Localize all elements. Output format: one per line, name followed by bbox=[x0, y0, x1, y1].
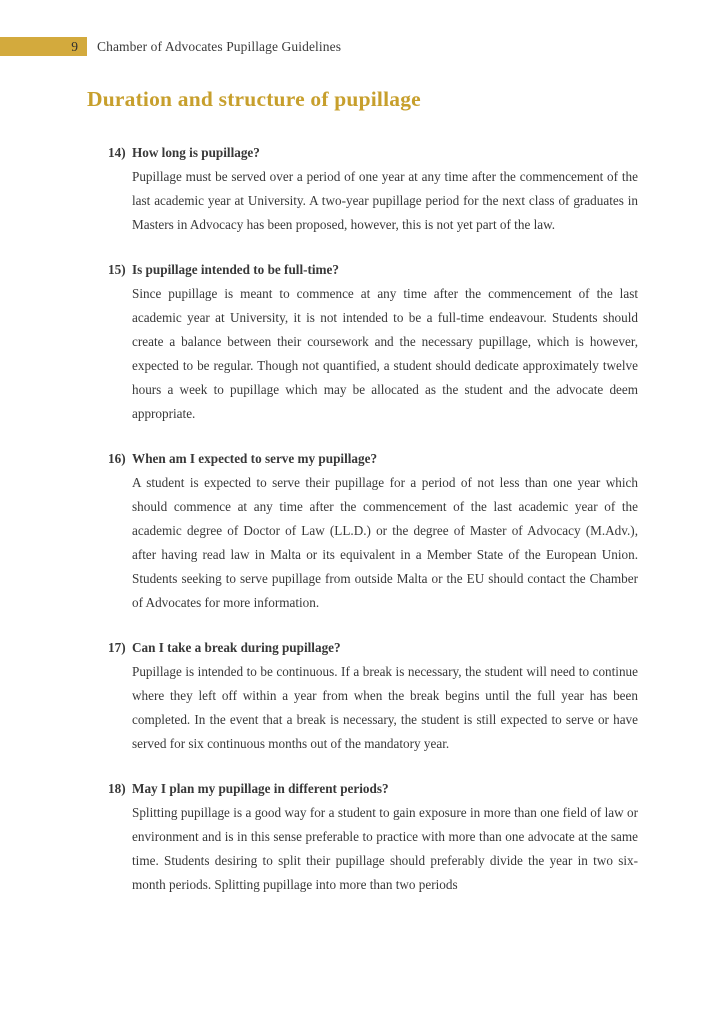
section-title: Duration and structure of pupillage bbox=[87, 87, 421, 111]
qa-item-number: 18) bbox=[108, 781, 126, 796]
qa-question: May I plan my pupillage in different periods? bbox=[132, 781, 389, 796]
qa-item-number: 14) bbox=[108, 145, 126, 160]
qa-answer: Since pupillage is meant to commence at any time after the commencement of the last academic year at University, it is not intended to be a full-time endeavour. Students should create a balance between their coursework and the necessary pupillage, which is however, expected to be regular. Though not quantified, a student should dedicate approximately twelve hours a week to pupillage which may be allocated as the student and the advocate deem appropriate. bbox=[132, 286, 638, 421]
qa-question: When am I expected to serve my pupillage? bbox=[132, 451, 378, 466]
qa-list bbox=[108, 141, 638, 918]
page-number: 9 bbox=[71, 38, 78, 54]
page-header bbox=[0, 37, 724, 56]
qa-answer: Pupillage is intended to be continuous. If a break is necessary, the student will need to continue where they left off within a year from when the break begins until the full year has been completed. In the event that a break is necessary, the student is still expected to serve or have served for six continuous months out of the mandatory year. bbox=[132, 664, 638, 751]
qa-question: How long is pupillage? bbox=[132, 145, 260, 160]
qa-item bbox=[108, 636, 638, 756]
qa-item-number: 16) bbox=[108, 451, 126, 466]
qa-item bbox=[108, 258, 638, 426]
qa-question: Can I take a break during pupillage? bbox=[132, 640, 341, 655]
qa-item bbox=[108, 141, 638, 237]
qa-item bbox=[108, 447, 638, 615]
qa-item bbox=[108, 777, 638, 897]
qa-answer: Pupillage must be served over a period of one year at any time after the commencement of the last academic year at University. A two-year pupillage period for the next class of graduates in Masters in Advocacy has been proposed, however, this is not yet part of the law. bbox=[132, 169, 638, 232]
qa-answer: A student is expected to serve their pupillage for a period of not less than one year which should commence at any time after the commencement of the last academic year of the academic degree of Doctor of Law (LL.D.) or the degree of Master of Advocacy (M.Adv.), after having read law in Malta or its equivalent in a Member State of the European Union. Students seeking to serve pupillage from outside Malta or the EU should contact the Chamber of Advocates for more information. bbox=[132, 475, 638, 610]
qa-item-number: 15) bbox=[108, 262, 126, 277]
header-title: Chamber of Advocates Pupillage Guidelines bbox=[97, 38, 342, 54]
page-number-bar bbox=[0, 37, 87, 56]
qa-answer: Splitting pupillage is a good way for a student to gain exposure in more than one field of law or environment and is in this sense preferable to practice with more than one advocate at the same time. Students desiring to split their pupillage should preferably divide the year in two six-month periods. Splitting pupillage into more than two periods bbox=[132, 805, 638, 892]
qa-item-number: 17) bbox=[108, 640, 126, 655]
qa-question: Is pupillage intended to be full-time? bbox=[132, 262, 339, 277]
